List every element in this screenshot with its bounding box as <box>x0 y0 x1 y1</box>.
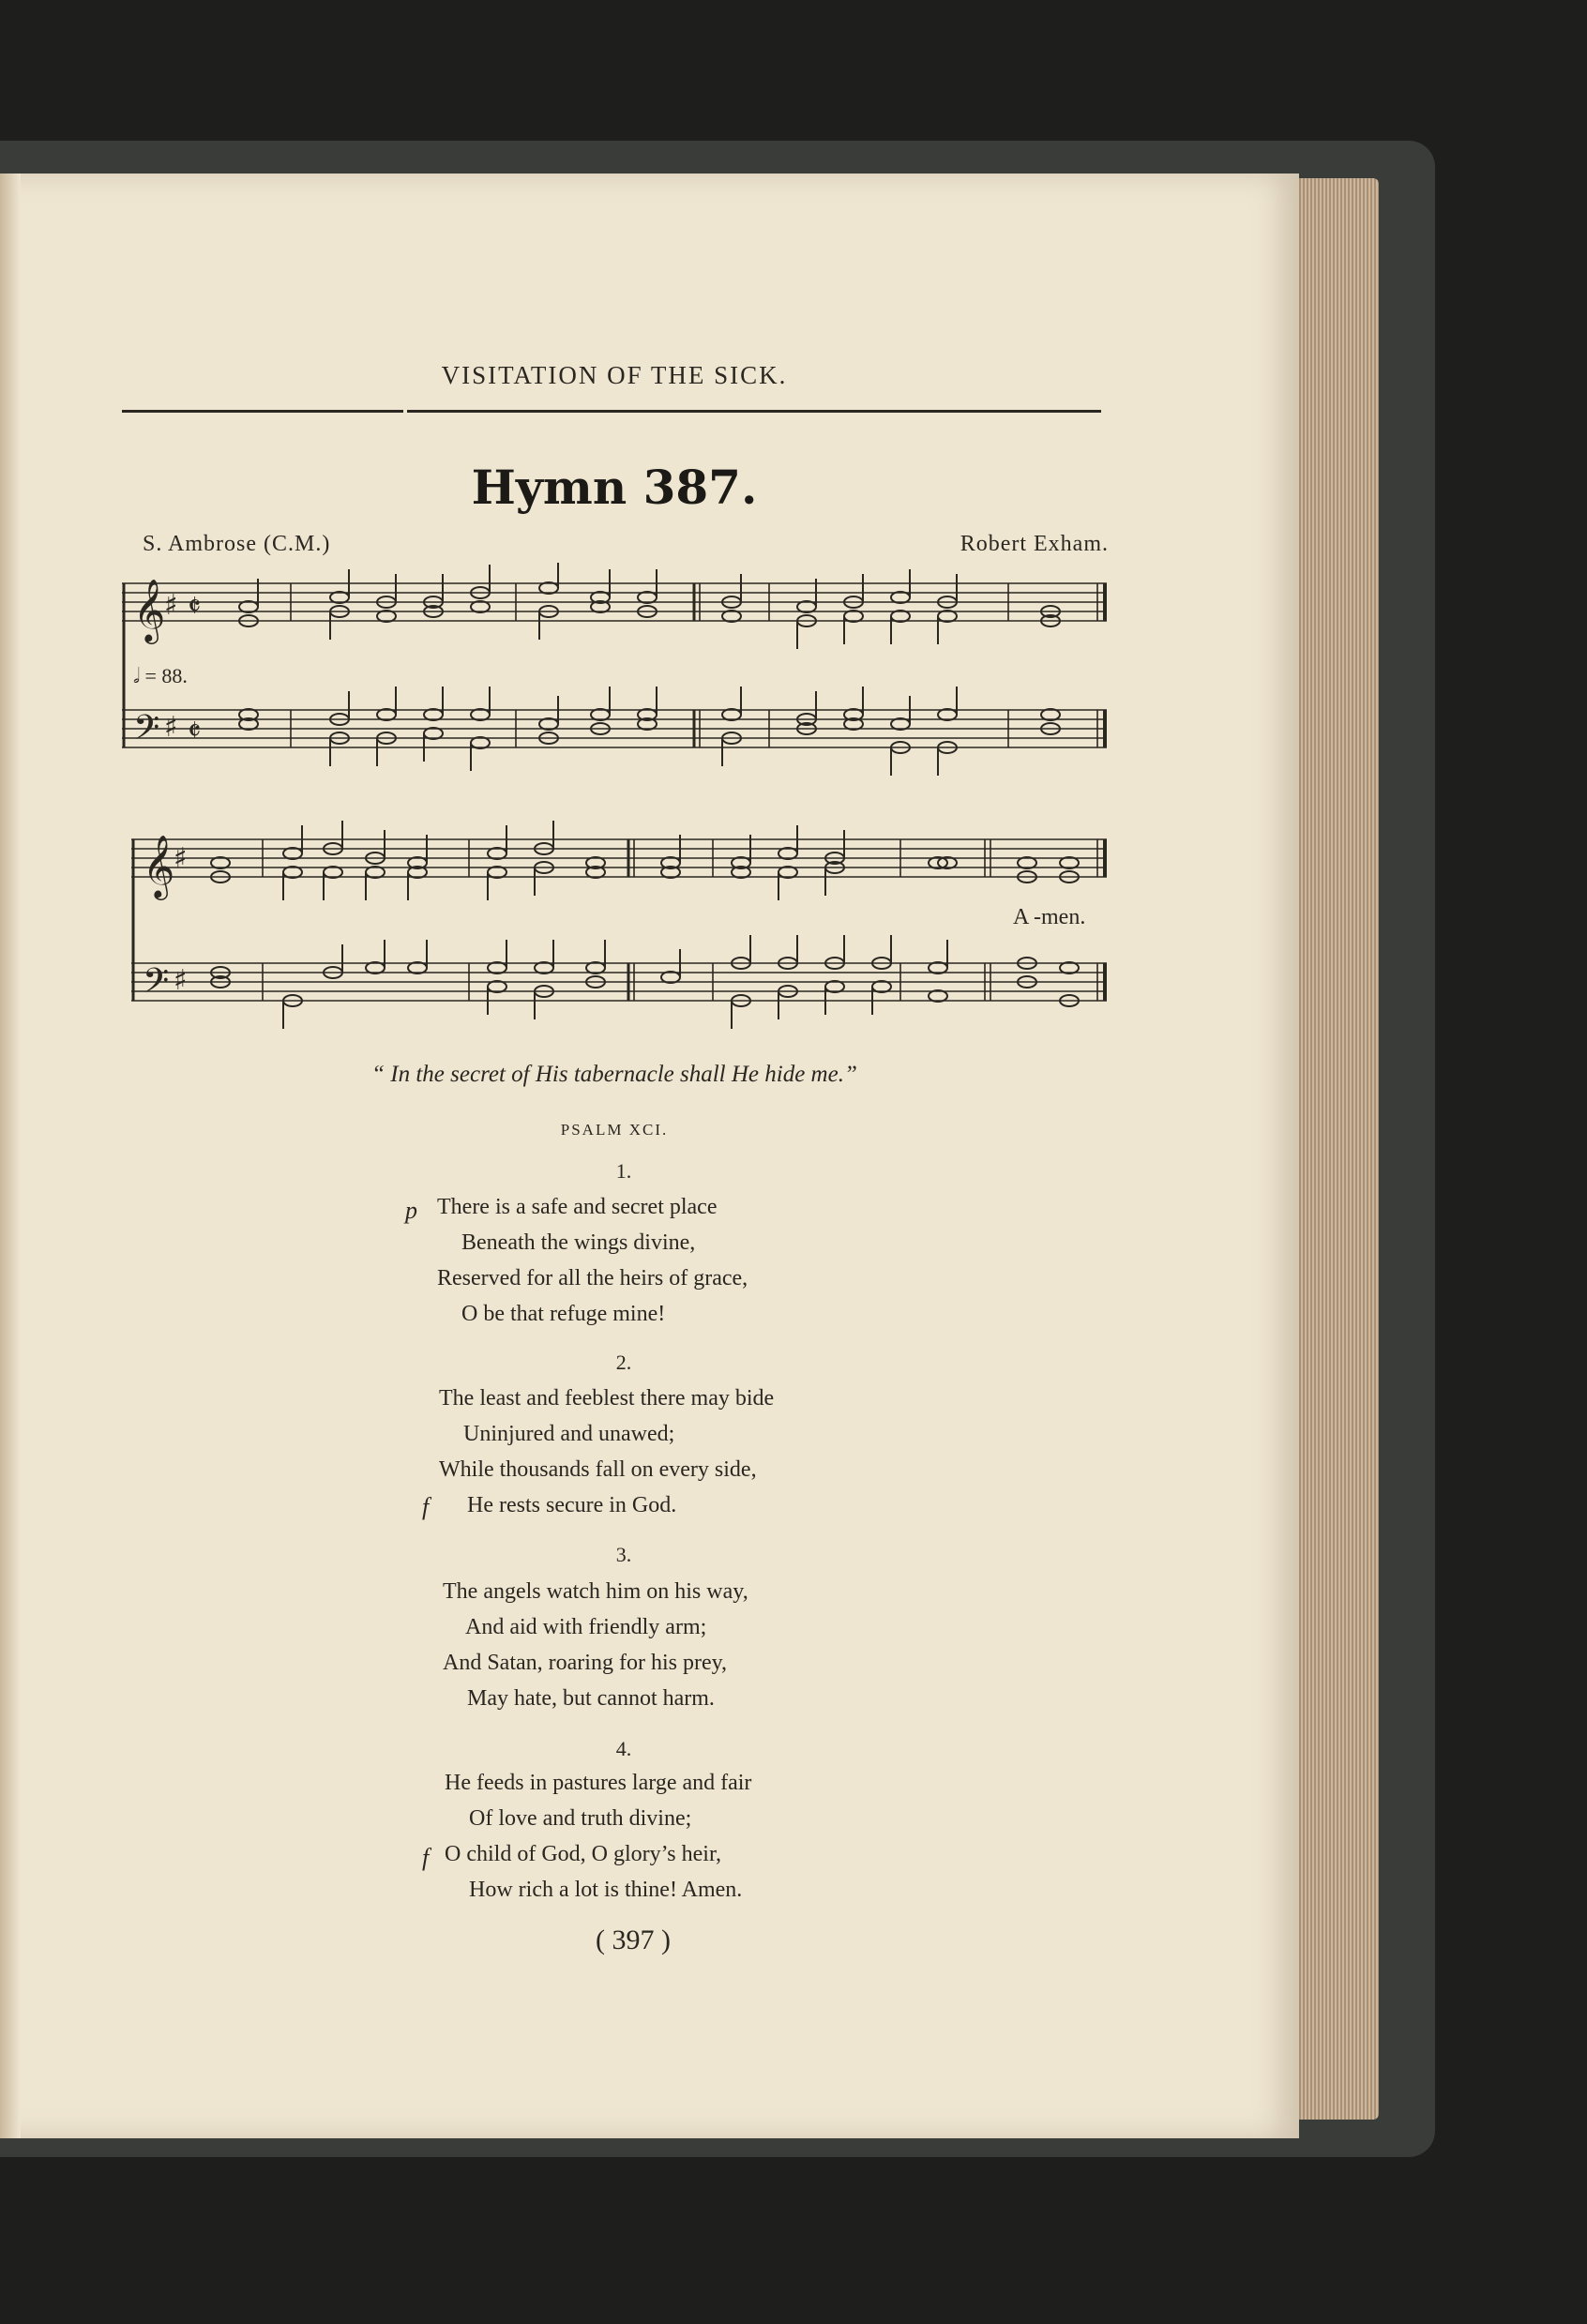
page-number: ( 397 ) <box>596 1924 671 1955</box>
verse-line: The angels watch him on his way, <box>443 1579 748 1604</box>
verse-line: And aid with friendly arm; <box>465 1615 707 1639</box>
stanza-number: 2. <box>615 1351 632 1374</box>
treble-staff-1 <box>122 583 1107 621</box>
verse-line: Uninjured and unawed; <box>463 1422 675 1446</box>
header-rule-right <box>407 410 1101 413</box>
amen-lyric: A -men. <box>1013 905 1086 929</box>
page-edges <box>1290 178 1379 2120</box>
composer-name: Robert Exham. <box>960 532 1109 556</box>
verse-line: He rests secure in God. <box>467 1493 677 1517</box>
svg-text:♯: ♯ <box>164 589 178 622</box>
psalm-reference: PSALM XCI. <box>560 1121 669 1139</box>
verse-line: Reserved for all the heirs of grace, <box>437 1266 748 1290</box>
svg-text:𝄢: 𝄢 <box>143 961 170 1009</box>
stanza-number: 3. <box>615 1543 632 1566</box>
verse-line: And Satan, roaring for his prey, <box>443 1651 728 1675</box>
svg-text:♯: ♯ <box>164 711 178 744</box>
svg-text:♯: ♯ <box>174 842 188 875</box>
verse-line: Beneath the wings divine, <box>461 1230 696 1255</box>
tempo-marking: 𝅗𝅥 = 88. <box>133 664 188 687</box>
verse-line: While thousands fall on every side, <box>439 1457 757 1482</box>
verse-line: Of love and truth divine; <box>469 1806 692 1831</box>
verse-line: The least and feeblest there may bide <box>439 1386 775 1411</box>
verse-line: There is a safe and secret place <box>437 1195 718 1219</box>
dynamic-piano: p <box>405 1197 417 1224</box>
page-gutter <box>0 174 21 2138</box>
verse-line: O be that refuge mine! <box>461 1302 666 1326</box>
svg-text:𝄢: 𝄢 <box>133 708 160 756</box>
stanza-number: 4. <box>615 1737 632 1760</box>
svg-text:𝄵: 𝄵 <box>188 713 202 748</box>
hymn-title: Hymn 387. <box>471 460 758 515</box>
epigraph: “ In the secret of His tabernacle shall He hide me.” <box>371 1062 857 1087</box>
verse-line: May hate, but cannot harm. <box>467 1686 715 1711</box>
bass-staff-1 <box>122 710 1107 747</box>
verse-line: How rich a lot is thine! Amen. <box>469 1878 743 1902</box>
verse-line: He feeds in pastures large and fair <box>445 1771 752 1795</box>
stanza-number: 1. <box>615 1159 632 1183</box>
music-score <box>122 563 1126 1050</box>
svg-text:𝄞: 𝄞 <box>143 834 175 898</box>
dynamic-forte: f <box>422 1493 430 1520</box>
running-head: VISITATION OF THE SICK. <box>441 361 788 389</box>
bass-staff-2 <box>131 963 1107 1001</box>
svg-text:♯: ♯ <box>174 964 188 997</box>
treble-staff-2 <box>131 839 1107 877</box>
tune-name: S. Ambrose (C.M.) <box>143 532 331 556</box>
dynamic-forte: f <box>422 1844 430 1871</box>
verse-line: O child of God, O glory’s heir, <box>445 1842 721 1866</box>
svg-text:𝄞: 𝄞 <box>133 578 166 641</box>
svg-text:𝄵: 𝄵 <box>188 588 202 624</box>
header-rule-left <box>122 410 403 413</box>
